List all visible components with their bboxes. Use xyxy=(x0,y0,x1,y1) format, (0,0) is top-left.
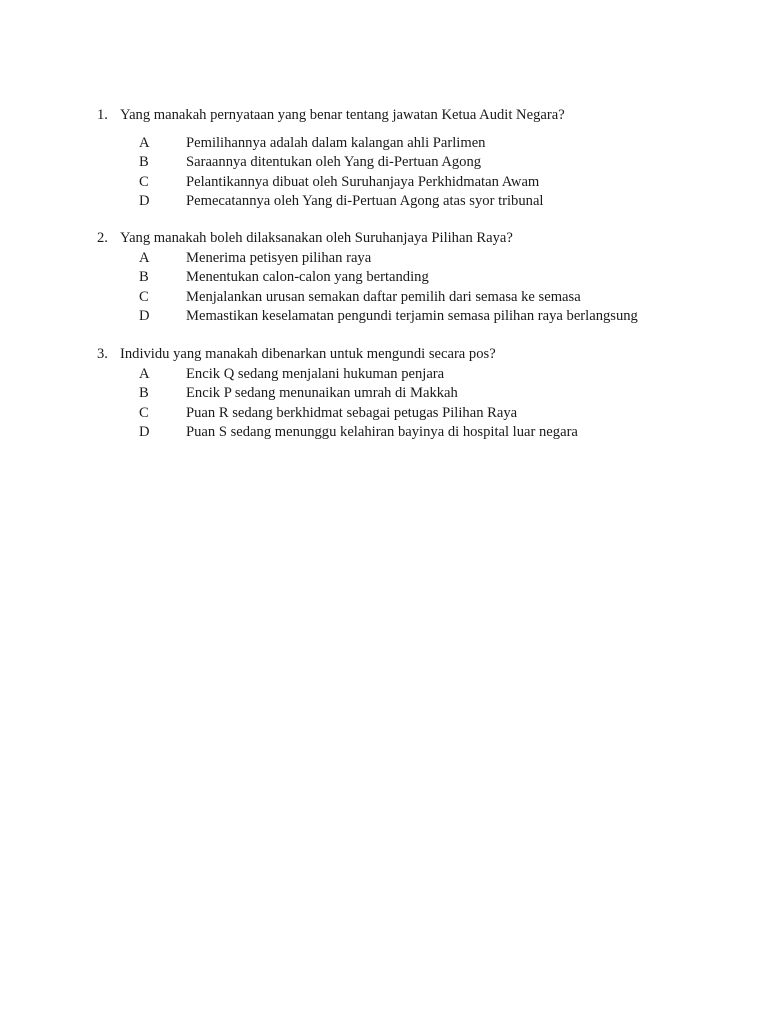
option-text: Encik Q sedang menjalani hukuman penjara xyxy=(186,365,445,382)
option-letter: D xyxy=(139,424,150,440)
option-a xyxy=(0,365,768,385)
option-text: Menerima petisyen pilihan raya xyxy=(186,249,372,266)
option-list xyxy=(0,249,768,327)
question-2 xyxy=(0,229,768,327)
question-stem xyxy=(0,229,768,249)
option-letter: D xyxy=(139,308,150,324)
question-stem xyxy=(0,106,768,126)
question-text: Individu yang manakah dibenarkan untuk mengundi secara pos? xyxy=(120,346,496,362)
option-d xyxy=(0,423,768,443)
question-text: Yang manakah boleh dilaksanakan oleh Suruhanjaya Pilihan Raya? xyxy=(120,230,513,246)
option-c xyxy=(0,288,768,308)
option-text: Memastikan keselamatan pengundi terjamin semasa pilihan raya berlangsung xyxy=(186,308,638,324)
question-text: Yang manakah pernyataan yang benar tentang jawatan Ketua Audit Negara? xyxy=(120,107,565,123)
option-letter: C xyxy=(139,404,149,421)
option-text: Encik P sedang menunaikan umrah di Makkah xyxy=(186,385,458,401)
option-c xyxy=(0,173,768,193)
option-text: Pemilihannya adalah dalam kalangan ahli Parlimen xyxy=(186,134,486,151)
question-number: 1. xyxy=(97,107,108,123)
question-number: 2. xyxy=(97,230,108,246)
question-3 xyxy=(0,345,768,443)
option-b xyxy=(0,384,768,404)
option-text: Menjalankan urusan semakan daftar pemilih dari semasa ke semasa xyxy=(186,288,581,305)
option-letter: A xyxy=(139,365,150,382)
option-list xyxy=(0,365,768,443)
option-c xyxy=(0,404,768,424)
option-letter: B xyxy=(139,154,149,170)
option-text: Menentukan calon-calon yang bertanding xyxy=(186,269,429,285)
option-a xyxy=(0,249,768,269)
option-list xyxy=(0,134,768,212)
option-letter: A xyxy=(139,249,150,266)
option-text: Pelantikannya dibuat oleh Suruhanjaya Perkhidmatan Awam xyxy=(186,173,540,190)
option-letter: D xyxy=(139,193,150,209)
option-text: Saraannya ditentukan oleh Yang di-Pertuan Agong xyxy=(186,154,482,170)
question-stem xyxy=(0,345,768,365)
option-letter: B xyxy=(139,385,149,401)
option-a xyxy=(0,134,768,154)
option-b xyxy=(0,268,768,288)
question-1 xyxy=(0,106,768,212)
option-b xyxy=(0,153,768,173)
option-letter: A xyxy=(139,134,150,151)
option-text: Puan S sedang menunggu kelahiran bayinya di hospital luar negara xyxy=(186,424,578,440)
option-d xyxy=(0,307,768,327)
option-letter: C xyxy=(139,173,149,190)
question-number: 3. xyxy=(97,346,108,362)
option-letter: B xyxy=(139,269,149,285)
option-text: Pemecatannya oleh Yang di-Pertuan Agong atas syor tribunal xyxy=(186,193,544,209)
option-text: Puan R sedang berkhidmat sebagai petugas Pilihan Raya xyxy=(186,404,518,421)
option-d xyxy=(0,192,768,212)
option-letter: C xyxy=(139,288,149,305)
